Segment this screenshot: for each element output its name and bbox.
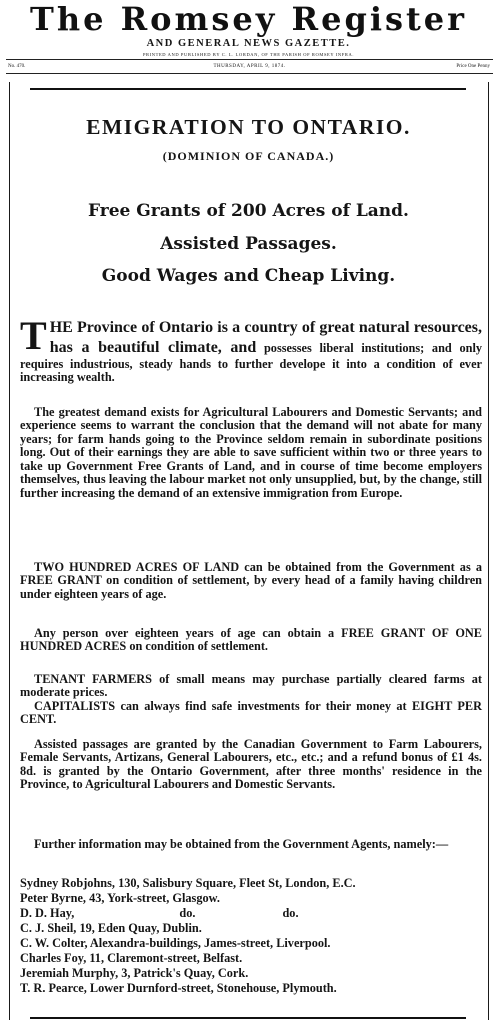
paragraph-demand: The greatest demand exists for Agricultural Labourers and Domestic Servants; and experience seems to warrant the conclusion that the demand will not abate for many years; for farm hands going to the Province seldom remain in subordinate positions long. Out of their earnings they are able to save sufficient within two or three years to take up Government Free Grants of Land, and in course of time become employers themselves, thus leaving the labour market not only unsupplied, but, by the change, still further increasing the demand of an extensive immigration from Europe. bbox=[20, 405, 482, 500]
ad-subhead: (DOMINION OF CANADA.) bbox=[162, 149, 335, 163]
tagline-free-grants: Free Grants of 200 Acres of Land. bbox=[88, 201, 409, 221]
issue-date: THURSDAY, APRIL 9, 1874. bbox=[213, 64, 286, 69]
further-information: Further information may be obtained from the Government Agents, namely:— bbox=[34, 837, 449, 851]
bottom-rule bbox=[30, 1017, 466, 1019]
tagline-assisted-passages: Assisted Passages. bbox=[160, 234, 337, 254]
agent-liverpool: C. W. Colter, Alexandra-buildings, James-street, Liverpool. bbox=[20, 936, 331, 950]
drop-cap: T bbox=[20, 313, 47, 358]
issue-price: Price One Penny bbox=[456, 64, 490, 69]
top-rule bbox=[30, 88, 466, 90]
ditto-mark: do. bbox=[282, 906, 299, 920]
agent-hay bbox=[20, 906, 482, 921]
paragraph-capitalists: CAPITALISTS can always find safe investments for their money at EIGHT PER CENT. bbox=[20, 699, 482, 727]
paragraph-tenant-farmers: TENANT FARMERS of small means may purchase partially cleared farms at moderate prices. bbox=[20, 672, 482, 700]
agent-belfast: Charles Foy, 11, Claremont-street, Belfast. bbox=[20, 951, 243, 965]
intro-paragraph bbox=[20, 313, 483, 385]
issue-number: No. 470. bbox=[8, 64, 26, 69]
tagline-wages: Good Wages and Cheap Living. bbox=[101, 266, 396, 286]
paragraph-one-hundred-acres: Any person over eighteen years of age can obtain a FREE GRANT OF ONE HUNDRED ACRES on condition of settlement. bbox=[20, 626, 482, 654]
agent-plymouth: T. R. Pearce, Lower Durnford-street, Stonehouse, Plymouth. bbox=[20, 981, 337, 995]
intro-lead: HE Province of Ontario is a country of great natural resources, has a beautiful climate, and bbox=[49, 319, 482, 356]
dateline-bar bbox=[6, 59, 493, 74]
agent-cork: Jeremiah Murphy, 3, Patrick's Quay, Cork. bbox=[20, 966, 249, 980]
paragraph-assisted-passages: Assisted passages are granted by the Canadian Government to Farm Labourers, Female Servants, Artizans, General Labourers, etc., etc.; and a refund bonus of £1 4s. 8d. is granted by the Ontario Government, after three months' residence in the Province, to Agricultural Labourers and Domestic Servants. bbox=[20, 737, 482, 792]
publisher-line: PRINTED AND PUBLISHED BY C. L. LORDAN, OF THE PARISH OF ROMSEY INFRA. bbox=[142, 52, 355, 57]
ad-headline: EMIGRATION TO ONTARIO. bbox=[86, 115, 411, 139]
agent-london: Sydney Robjohns, 130, Salisbury Square, Fleet St, London, E.C. bbox=[20, 876, 356, 890]
agent-dublin: C. J. Sheil, 19, Eden Quay, Dublin. bbox=[20, 921, 202, 935]
newspaper-title: The Romsey Register bbox=[30, 0, 467, 38]
agent-hay-name: D. D. Hay, bbox=[20, 906, 75, 920]
paragraph-two-hundred-acres: TWO HUNDRED ACRES OF LAND can be obtained from the Government as a FREE GRANT on condition of settlement, by every head of a family having children under eighteen years of age. bbox=[20, 560, 482, 601]
newspaper-subtitle: AND GENERAL NEWS GAZETTE. bbox=[146, 38, 351, 49]
newspaper-masthead bbox=[0, 0, 497, 74]
agent-glasgow: Peter Byrne, 43, York-street, Glasgow. bbox=[20, 891, 220, 905]
ditto-mark: do. bbox=[179, 906, 196, 920]
intro-rest: possesses liberal institutions; and only requires industrious, steady hands to further develope it into a condition of ever increasing wealth. bbox=[20, 341, 483, 385]
